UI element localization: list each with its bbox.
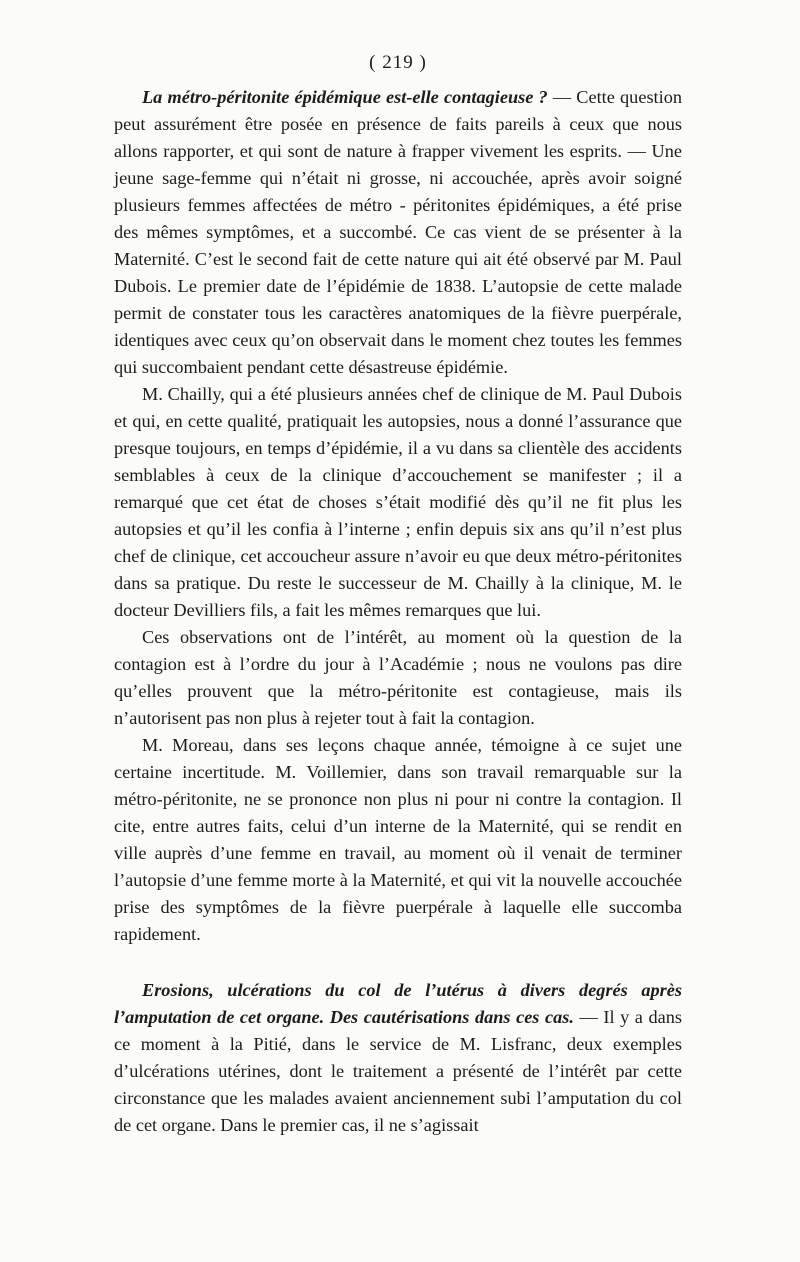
paragraph-erosions [114, 977, 682, 1139]
page-body [114, 52, 682, 1139]
paragraph-moreau [114, 732, 682, 948]
paragraph-contagion [114, 84, 682, 381]
paragraph-text: M. Moreau, dans ses leçons chaque année, témoigne à ce sujet une certaine incertitude. M. Voillemier, dans son travail remarquable sur la métro-péritonite, ne se prononce non plus ni pour ni contre la contagion. Il cite, entre autres faits, celui d’un interne de la Maternité, qui se rendit en ville auprès d’une femme en travail, au moment où il venait de terminer l’autopsie d’une femme morte à la Maternité, et qui vit la nouvelle accouchée prise des symptômes de la fièvre puerpérale à laquelle elle succomba rapidement. [114, 735, 682, 944]
section-heading-contagion: La métro-péritonite épidémique est-elle contagieuse ? [142, 87, 548, 107]
section-heading-erosions: Erosions, ulcérations du col de l’utérus à divers degrés après l’amputation de cet organe. Des cautérisations dans ces cas. [114, 980, 682, 1027]
paragraph-text: — Cette question peut assurément être posée en présence de faits pareils à ceux que nous allons rapporter, et qui sont de nature à frapper vivement les esprits. — Une jeune sage-femme qui n’était ni grosse, ni accouchée, après avoir soigné plusieurs femmes affectées de métro - péritonites épidémiques, a été prise des mêmes symptômes, et a succombé. Ce cas vient de se présenter à la Maternité. C’est le second fait de cette nature qui ait été observé par M. Paul Dubois. Le premier date de l’épidémie de 1838. L’autopsie de cette malade permit de constater tous les caractères anatomiques de la fièvre puerpérale, identiques avec ceux qu’on observait dans le moment chez toutes les femmes qui succombaient pendant cette désastreuse épidémie. [114, 87, 682, 377]
paragraph-text: M. Chailly, qui a été plusieurs années chef de clinique de M. Paul Dubois et qui, en cette qualité, pratiquait les autopsies, nous a donné l’assurance que presque toujours, en temps d’épidémie, il a vu dans sa clientèle des accidents semblables à ceux de la clinique d’accouchement se manifester ; il a remarqué que cet état de choses s’était modifié dès qu’il ne fit plus les autopsies et qu’il les confia à l’interne ; enfin depuis six ans qu’il n’est plus chef de clinique, cet accoucheur assure n’avoir eu que deux métro-péritonites dans sa pratique. Du reste le successeur de M. Chailly à la clinique, M. le docteur Devilliers fils, a fait les mêmes remarques que lui. [114, 384, 682, 620]
paragraph-text: — Il y a dans ce moment à la Pitié, dans le service de M. Lisfranc, deux exemples d’ulcérations utérines, dont le traitement a présenté de l’intérêt par cette circonstance que les malades avaient anciennement subi l’amputation du col de cet organe. Dans le premier cas, il ne s’agissait [114, 1007, 682, 1135]
page-number: ( 219 ) [369, 52, 427, 73]
paragraph-text: Ces observations ont de l’intérêt, au moment où la question de la contagion est à l’ordre du jour à l’Académie ; nous ne voulons pas dire qu’elles prouvent que la métro-péritonite est contagieuse, mais ils n’autorisent pas non plus à rejeter tout à fait la contagion. [114, 627, 682, 728]
paragraph-observations [114, 624, 682, 732]
paragraph-chailly [114, 381, 682, 624]
